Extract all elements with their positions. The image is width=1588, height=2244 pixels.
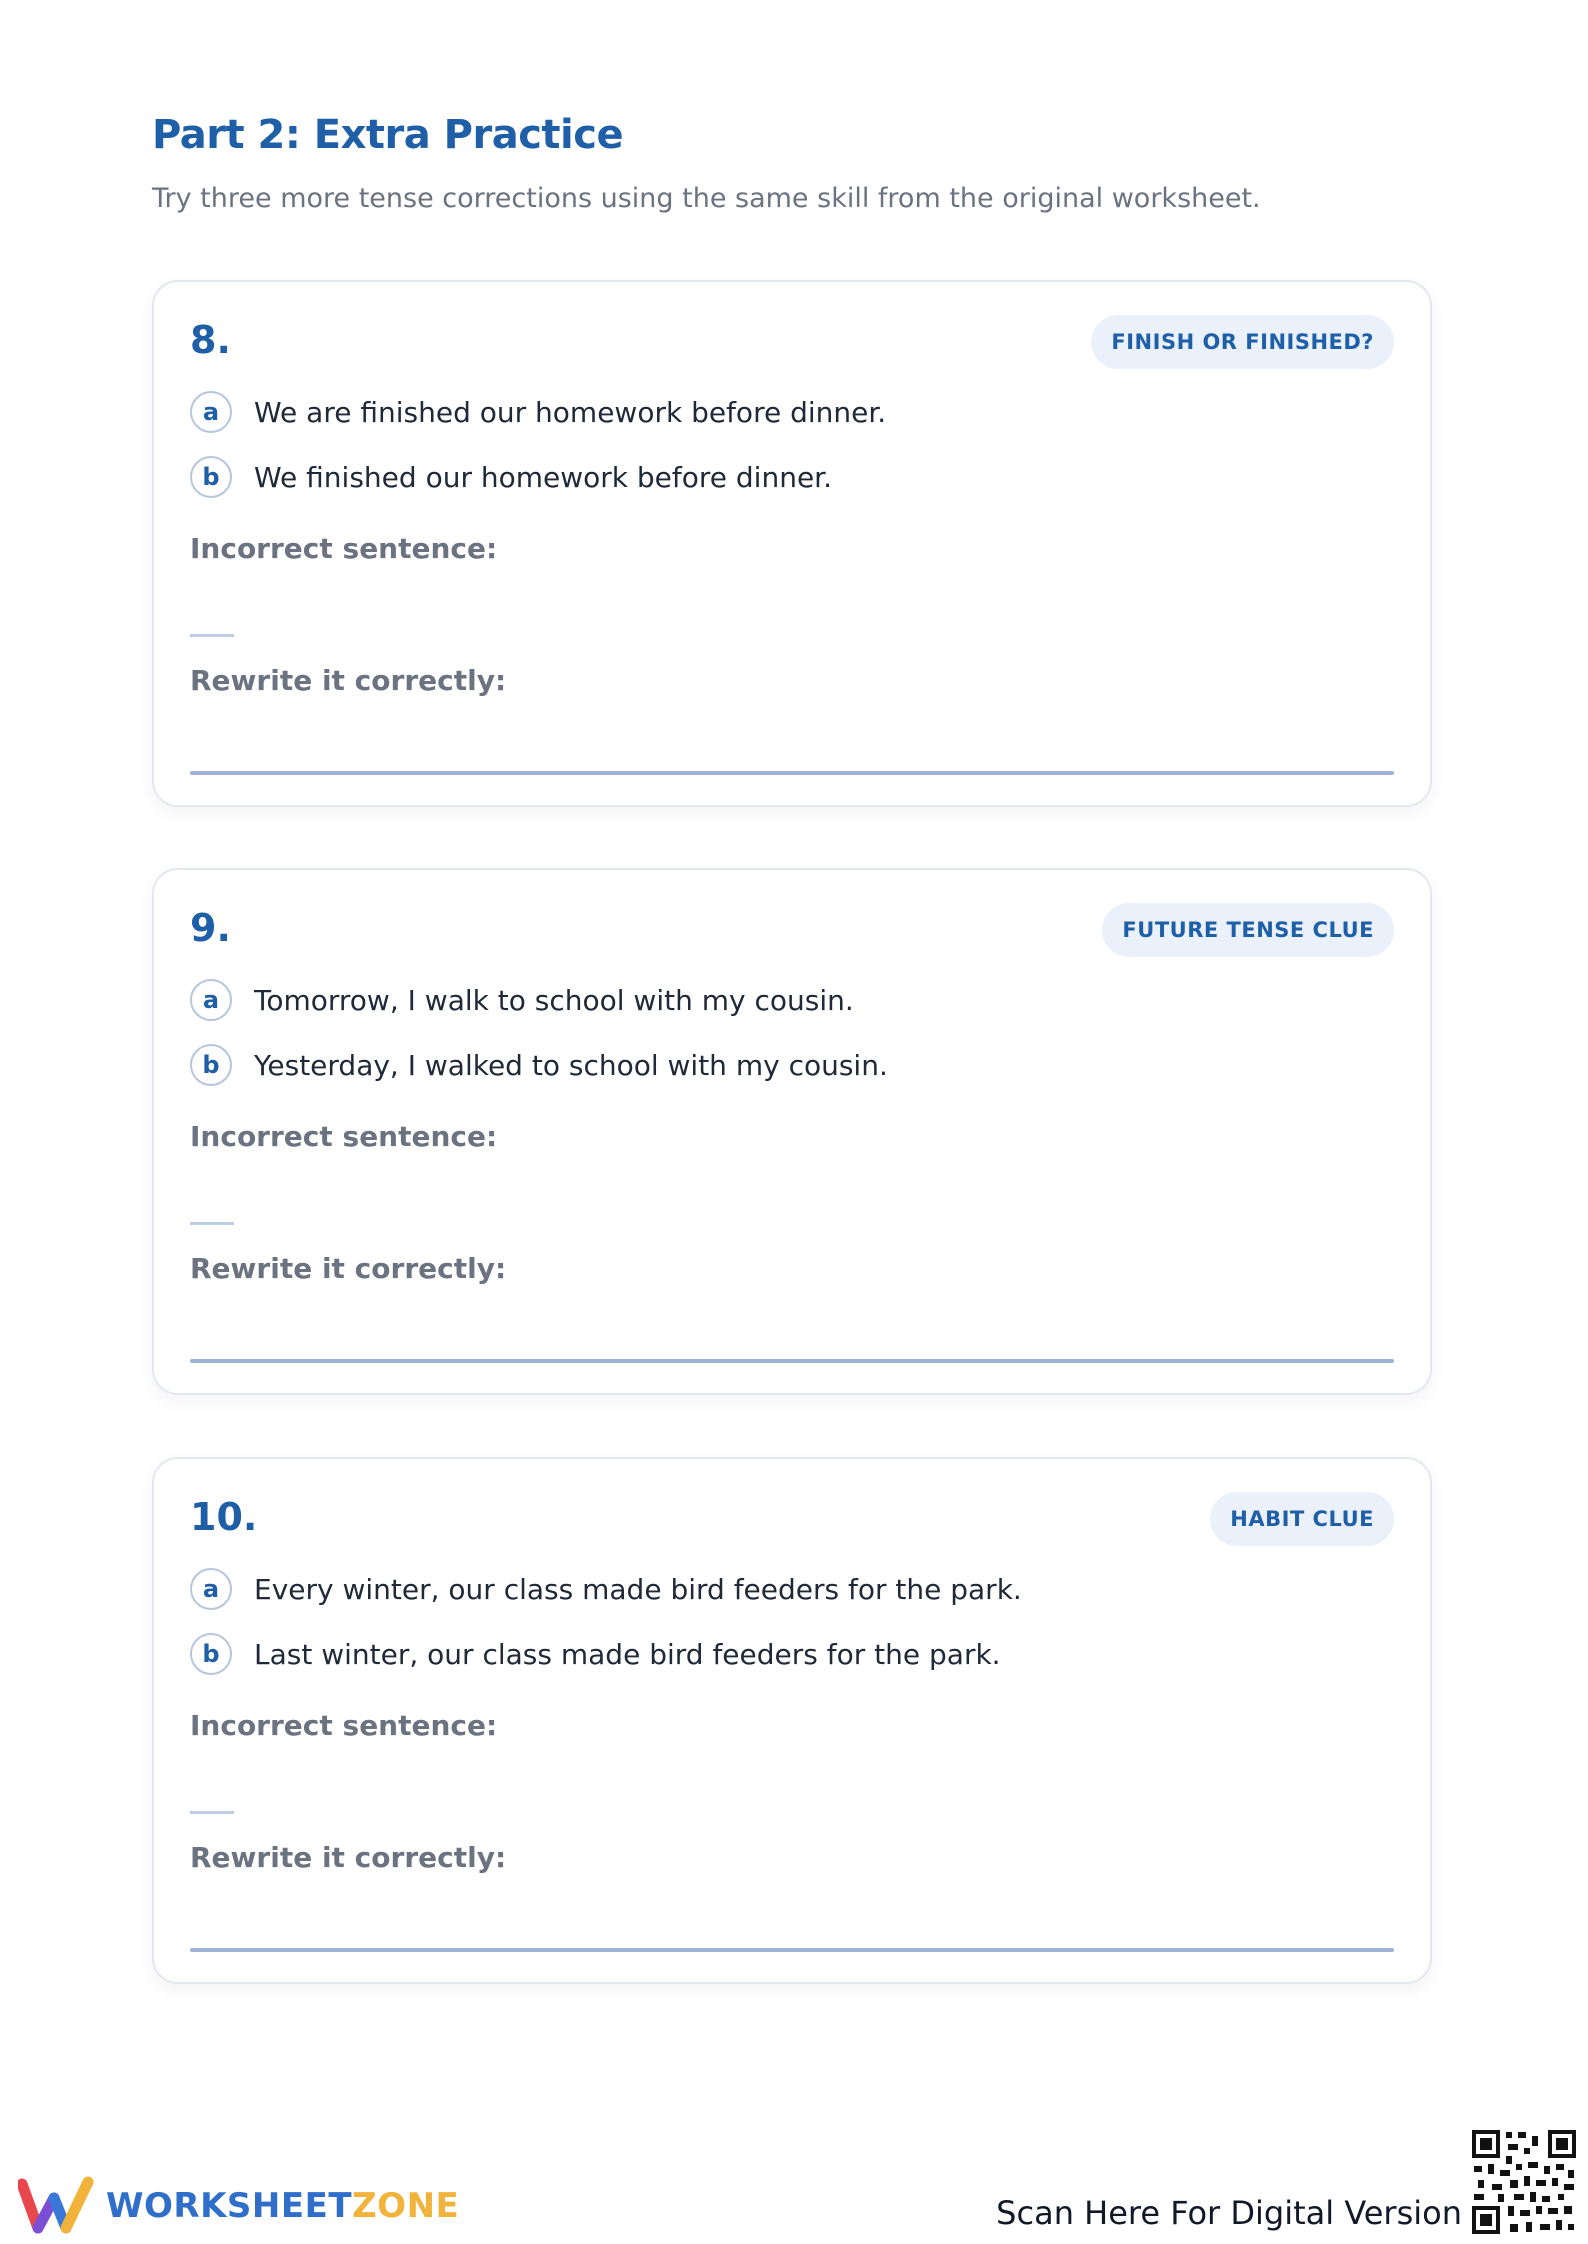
worksheetzone-logo[interactable] (18, 2176, 459, 2236)
rewrite-label: Rewrite it correctly: (190, 1841, 507, 1874)
question-card-10 (152, 1457, 1432, 1984)
option-text: We are finished our homework before dinner. (254, 395, 887, 429)
page-subtitle: Try three more tense corrections using the same skill from the original worksheet. (152, 183, 1261, 214)
question-number: 10. (190, 1495, 258, 1539)
option-letter-circle: b (190, 456, 232, 498)
scan-caption: Scan Here For Digital Version (996, 2194, 1462, 2232)
option-b[interactable] (190, 1041, 888, 1089)
hint-badge: FINISH OR FINISHED? (1091, 315, 1394, 369)
page-title: Part 2: Extra Practice (152, 112, 624, 158)
option-a[interactable] (190, 388, 886, 436)
question-card-9 (152, 868, 1432, 1395)
question-number: 9. (190, 906, 231, 950)
question-number: 8. (190, 318, 231, 362)
rewrite-answer-line[interactable] (190, 771, 1394, 775)
worksheetzone-w-logo-icon (18, 2176, 94, 2236)
option-text: We finished our homework before dinner. (254, 460, 833, 494)
option-text: Every winter, our class made bird feeders for the park. (254, 1572, 1022, 1606)
incorrect-answer-line[interactable] (190, 1811, 234, 1814)
option-b[interactable] (190, 453, 832, 501)
option-b[interactable] (190, 1630, 1001, 1678)
question-card-8 (152, 280, 1432, 807)
qr-code-icon[interactable] (1470, 2128, 1578, 2236)
option-a[interactable] (190, 976, 854, 1024)
option-a[interactable] (190, 1565, 1022, 1613)
hint-badge: FUTURE TENSE CLUE (1102, 903, 1394, 957)
incorrect-answer-line[interactable] (190, 634, 234, 637)
option-letter-circle: a (190, 1568, 232, 1610)
option-letter-circle: a (190, 979, 232, 1021)
incorrect-sentence-label: Incorrect sentence: (190, 1709, 498, 1742)
option-letter-circle: b (190, 1044, 232, 1086)
option-letter-circle: a (190, 391, 232, 433)
option-text: Tomorrow, I walk to school with my cousin. (254, 983, 854, 1017)
incorrect-sentence-label: Incorrect sentence: (190, 1120, 498, 1153)
option-letter-circle: b (190, 1633, 232, 1675)
logo-text: WORKSHEETZONE (106, 2186, 460, 2226)
rewrite-label: Rewrite it correctly: (190, 664, 507, 697)
rewrite-label: Rewrite it correctly: (190, 1252, 507, 1285)
incorrect-sentence-label: Incorrect sentence: (190, 532, 498, 565)
rewrite-answer-line[interactable] (190, 1948, 1394, 1952)
incorrect-answer-line[interactable] (190, 1222, 234, 1225)
option-text: Yesterday, I walked to school with my cousin. (254, 1048, 888, 1082)
hint-badge: HABIT CLUE (1210, 1492, 1394, 1546)
rewrite-answer-line[interactable] (190, 1359, 1394, 1363)
option-text: Last winter, our class made bird feeders for the park. (254, 1637, 1001, 1671)
